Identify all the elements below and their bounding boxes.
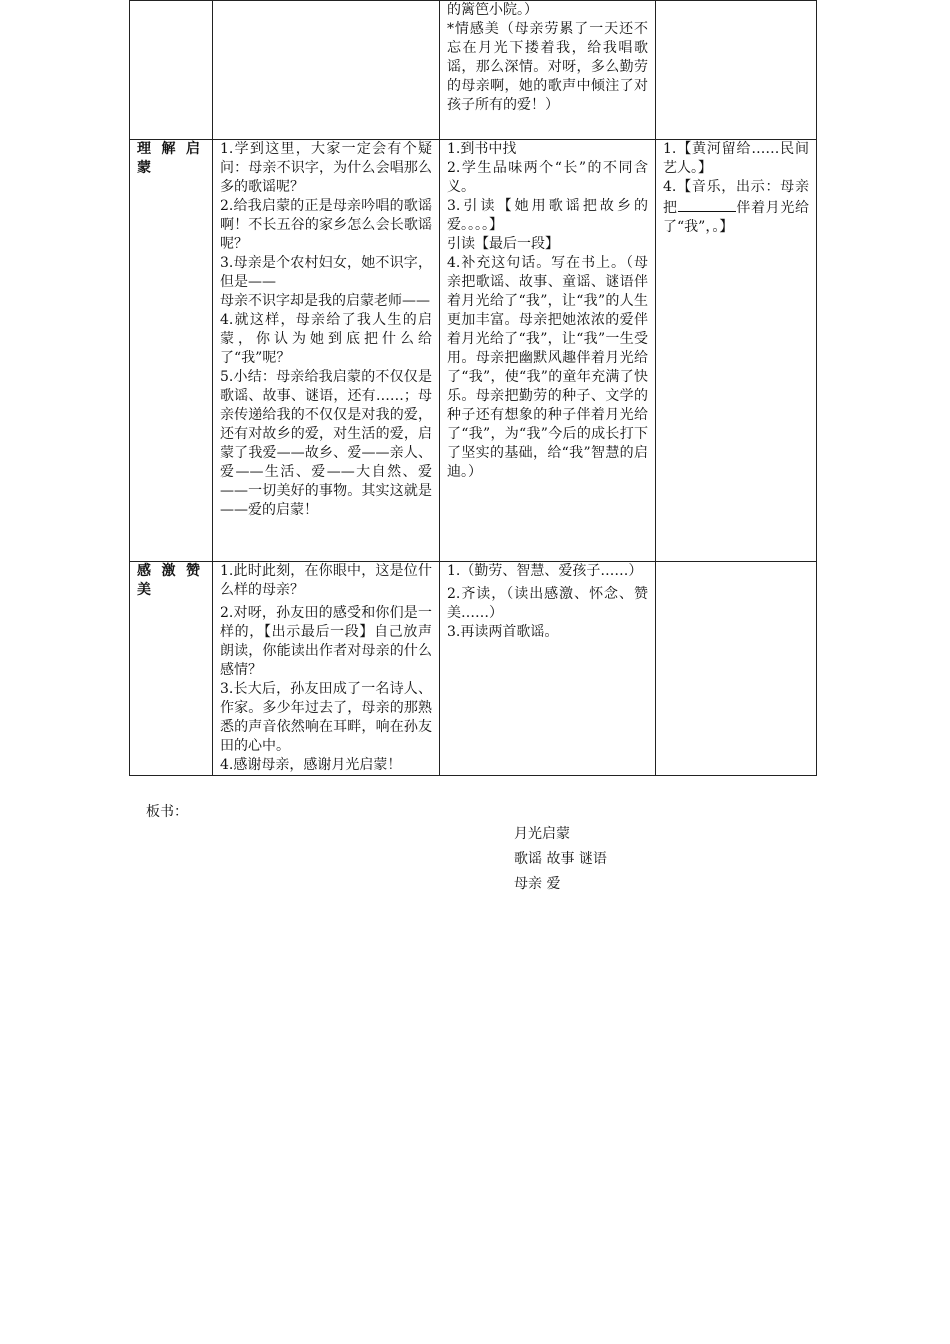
student-text: 2.学生品味两个“长”的不同含义。 xyxy=(447,160,648,195)
media-text xyxy=(663,178,809,237)
table-row-thanks xyxy=(130,562,817,776)
media-text-end: 伴着月光给了“我”，。】 xyxy=(663,200,810,235)
teacher-cell xyxy=(213,140,440,562)
teacher-text: 2.给我启蒙的正是母亲吟唱的歌谣啊！不长五谷的家乡怎么会长歌谣呢？ xyxy=(220,198,432,252)
student-text: *情感美（母亲劳累了一天还不忘在月光下搂着我，给我唱歌谣，那么深情。对呀，多么勤劳的母亲啊，她的歌声中倾注了对孩子所有的爱！） xyxy=(447,21,648,113)
table-row-continued xyxy=(130,1,817,140)
media-cell xyxy=(656,1,817,140)
student-cell xyxy=(440,140,656,562)
stage-cell xyxy=(130,140,213,562)
student-text: 1.到书中找 xyxy=(447,141,517,157)
stage-cell-empty xyxy=(130,1,213,140)
student-text: 4.补充这句话。写在书上。（母亲把歌谣、故事、童谣、谜语伴着月光给了“我”，让“我”的人生更加丰富。母亲把她浓浓的爱伴着月光给了“我”，让“我”一生受用。母亲把幽默风趣伴着月光给了“我”，使“我”的童年充满了快乐。母亲把勤劳的种子、文学的种子还有想象的种子伴着月光给了“我”，为“我”今后的成长打下了坚实的基础，给“我”智慧的启迪。） xyxy=(447,255,648,480)
media-text: 1.【黄河留给……民间艺人。】 xyxy=(663,141,809,176)
student-text: 引读【最后一段】 xyxy=(447,236,559,252)
student-text: 1.（勤劳、智慧、爱孩子……） xyxy=(447,563,643,579)
media-cell xyxy=(656,140,817,562)
student-text: 3.引读【她用歌谣把故乡的爱。。。。】 xyxy=(447,198,648,233)
student-cell xyxy=(440,1,656,140)
teacher-text: 4.就这样，母亲给了我人生的启蒙，你认为她到底把什么给了“我”呢？ xyxy=(220,312,432,366)
media-text-start: 4.【音乐，出示：母亲把 xyxy=(663,179,809,216)
teacher-text: 5.小结：母亲给我启蒙的不仅仅是歌谣、故事、谜语，还有……；母亲传递给我的不仅仅是对我的爱，还有对故乡的爱，对生活的爱，启蒙了我爱——故乡、爱——亲人、爱——生活、爱——大自然、爱——一切美好的事物。其实这就是——爱的启蒙！ xyxy=(220,369,432,518)
teacher-text: 2.对呀，孙友田的感受和你们是一样的，【出示最后一段】自己放声朗读，你能读出作者对母亲的什么感情？ xyxy=(220,605,432,678)
stage-label: 理解启蒙 xyxy=(137,141,205,176)
board-line: 歌谣 故事 谜语 xyxy=(514,851,607,867)
lesson-plan-table xyxy=(129,0,817,776)
teacher-text: 母亲不识字却是我的启蒙老师—— xyxy=(220,293,430,309)
teacher-cell xyxy=(213,562,440,776)
teacher-cell xyxy=(213,1,440,140)
teacher-text: 3.长大后，孙友田成了一名诗人、作家。多少年过去了，母亲的那熟悉的声音依然响在耳畔，响在孙友田的心中。 xyxy=(220,681,432,754)
teacher-text: 1.学到这里，大家一定会有个疑问：母亲不识字，为什么会唱那么多的歌谣呢？ xyxy=(220,141,432,195)
fill-blank xyxy=(678,197,736,212)
student-text: 的篱笆小院。） xyxy=(447,2,538,18)
student-text: 3.再读两首歌谣。 xyxy=(447,624,559,640)
student-cell xyxy=(440,562,656,776)
media-cell xyxy=(656,562,817,776)
teacher-text: 3.母亲是个农村妇女，她不识字，但是—— xyxy=(220,255,432,290)
board-line: 母亲 爱 xyxy=(514,876,561,892)
board-title: 月光启蒙 xyxy=(514,826,570,842)
table-row-understand xyxy=(130,140,817,562)
teacher-text: 1.此时此刻，在你眼中，这是位什么样的母亲？ xyxy=(220,563,432,598)
board-label: 板书： xyxy=(146,804,188,820)
teacher-text: 4.感谢母亲，感谢月光启蒙！ xyxy=(220,757,402,773)
stage-label: 感激赞美 xyxy=(137,563,205,598)
student-text: 2.齐读，（读出感激、怀念、赞美……） xyxy=(447,586,648,621)
stage-cell xyxy=(130,562,213,776)
